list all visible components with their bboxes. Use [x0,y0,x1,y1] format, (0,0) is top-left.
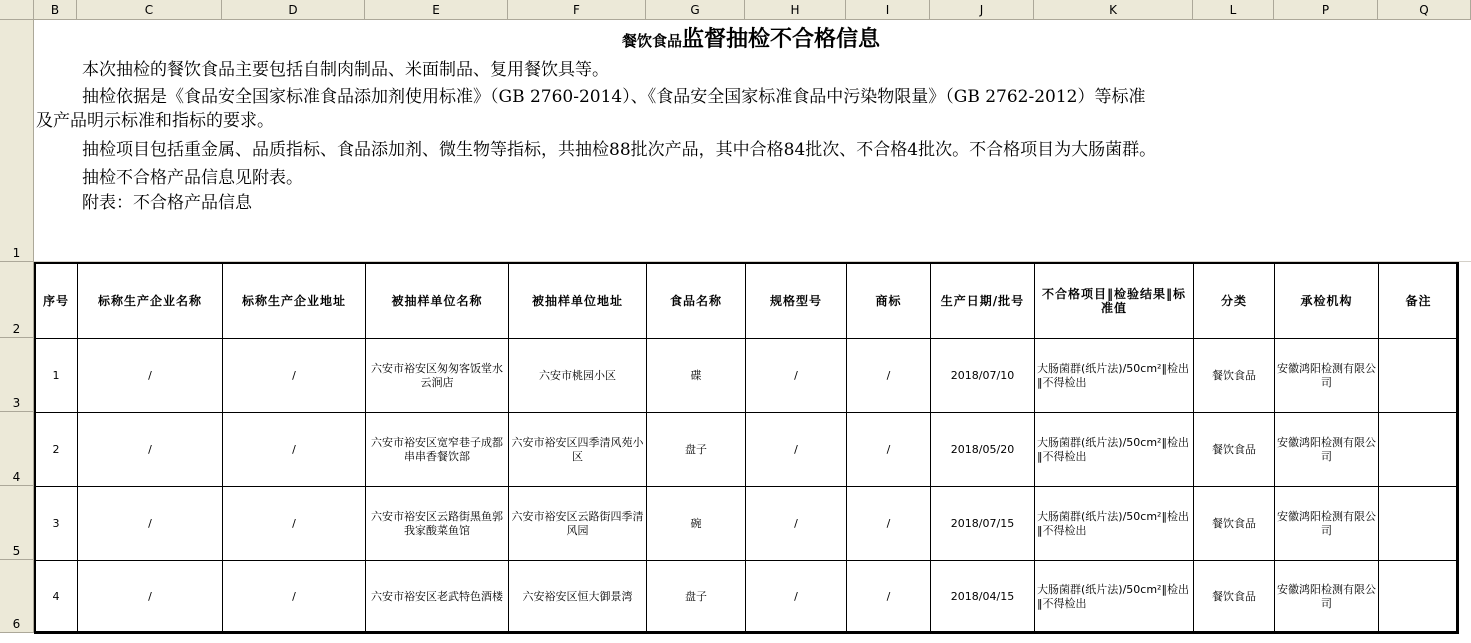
table-cell[interactable] [1379,413,1459,487]
table-cell[interactable]: 六安市裕安区四季清风苑小区 [509,413,647,487]
table-cell[interactable]: 餐饮食品 [1194,339,1275,413]
column-header[interactable]: F [508,0,646,20]
header-cell[interactable]: 序号 [35,263,78,339]
table-cell[interactable]: 六安市裕安区老武特色酒楼 [366,561,509,634]
title-main: 监督抽检不合格信息 [682,26,881,52]
table-cell[interactable]: 餐饮食品 [1194,561,1275,634]
table-cell[interactable]: 安徽鸿阳检测有限公司 [1275,487,1379,561]
select-all-corner[interactable] [0,0,34,20]
table-cell[interactable]: 餐饮食品 [1194,413,1275,487]
table-cell[interactable]: 大肠菌群(纸片法)/50cm²‖检出‖不得检出 [1035,487,1194,561]
table-cell[interactable]: 六安市裕安区匆匆客饭堂水云涧店 [366,339,509,413]
table-cell[interactable]: 2018/07/15 [931,487,1035,561]
table-cell[interactable]: 4 [35,561,78,634]
table-cell[interactable]: / [223,413,366,487]
intro-paragraph-2: 抽检依据是《食品安全国家标准食品添加剂使用标准》（GB 2760-2014）、《食品安全国家标准食品中污染物限量》（GB 2762-2012）等标准 [82,87,1146,107]
table-cell[interactable]: 3 [35,487,78,561]
table-cell[interactable]: / [746,561,847,634]
table-cell[interactable]: 餐饮食品 [1194,487,1275,561]
table-cell[interactable]: 六安市裕安区云路街四季清风园 [509,487,647,561]
row-header[interactable]: 2 [0,262,34,338]
table-cell[interactable]: / [223,561,366,634]
table-cell[interactable]: 2018/04/15 [931,561,1035,634]
table-cell[interactable]: / [847,339,931,413]
row-header[interactable]: 3 [0,338,34,412]
header-cell[interactable]: 不合格项目‖检验结果‖标准值 [1035,263,1194,339]
column-header[interactable]: E [365,0,508,20]
row-header[interactable]: 1 [0,20,34,262]
table-cell[interactable]: 盘子 [647,413,746,487]
title-prefix: 餐饮食品 [621,32,682,50]
table-cell[interactable]: 安徽鸿阳检测有限公司 [1275,561,1379,634]
header-cell[interactable]: 承检机构 [1275,263,1379,339]
column-header[interactable]: I [846,0,930,20]
table-cell[interactable] [1379,561,1459,634]
table-cell[interactable]: 安徽鸿阳检测有限公司 [1275,339,1379,413]
column-header[interactable]: J [930,0,1034,20]
table-row [35,413,1459,487]
table-header-row [35,263,1459,339]
table-cell[interactable]: / [847,561,931,634]
table-row [35,339,1459,413]
table-cell[interactable]: / [223,339,366,413]
row-header[interactable]: 4 [0,412,34,486]
header-cell[interactable]: 生产日期/批号 [931,263,1035,339]
header-cell[interactable]: 被抽样单位名称 [366,263,509,339]
header-cell[interactable]: 标称生产企业名称 [78,263,223,339]
column-header[interactable]: C [77,0,222,20]
header-cell[interactable]: 食品名称 [647,263,746,339]
row-header[interactable]: 6 [0,560,34,633]
table-cell[interactable]: / [78,339,223,413]
nonconforming-products-table [34,262,1459,634]
table-cell[interactable]: / [746,487,847,561]
column-header[interactable]: Q [1378,0,1471,20]
header-cell[interactable]: 分类 [1194,263,1275,339]
intro-paragraph-6: 附表：不合格产品信息 [82,193,252,213]
table-row [35,561,1459,634]
table-cell[interactable] [1379,339,1459,413]
row-header[interactable]: 5 [0,486,34,560]
intro-paragraph-3: 及产品明示标准和指标的要求。 [36,111,274,131]
header-cell[interactable]: 商标 [847,263,931,339]
table-cell[interactable]: 2018/07/10 [931,339,1035,413]
table-cell[interactable]: / [847,487,931,561]
table-cell[interactable]: / [223,487,366,561]
table-cell[interactable]: 1 [35,339,78,413]
table-cell[interactable]: / [746,339,847,413]
table-cell[interactable]: / [746,413,847,487]
column-header[interactable]: P [1274,0,1378,20]
column-header[interactable]: D [222,0,365,20]
header-cell[interactable]: 备注 [1379,263,1459,339]
column-header[interactable]: G [646,0,745,20]
intro-paragraph-4: 抽检项目包括重金属、品质指标、食品添加剂、微生物等指标，共抽检88批次产品，其中合格84批次、不合格4批次。不合格项目为大肠菌群。 [82,140,1157,160]
intro-paragraph-1: 本次抽检的餐饮食品主要包括自制肉制品、米面制品、复用餐饮具等。 [82,60,609,80]
table-cell[interactable]: 碗 [647,487,746,561]
table-cell[interactable]: 碟 [647,339,746,413]
table-cell[interactable]: / [78,413,223,487]
page-title [36,22,1466,53]
intro-paragraph-5: 抽检不合格产品信息见附表。 [82,168,303,188]
header-cell[interactable]: 规格型号 [746,263,847,339]
column-header[interactable]: L [1193,0,1274,20]
column-header[interactable]: K [1034,0,1193,20]
header-cell[interactable]: 被抽样单位地址 [509,263,647,339]
table-cell[interactable]: 六安市裕安区宽窄巷子成都串串香餐饮部 [366,413,509,487]
table-cell[interactable]: / [78,487,223,561]
table-cell[interactable]: 大肠菌群(纸片法)/50cm²‖检出‖不得检出 [1035,413,1194,487]
table-cell[interactable]: 安徽鸿阳检测有限公司 [1275,413,1379,487]
intro-cell[interactable] [36,20,1466,261]
table-cell[interactable]: 2018/05/20 [931,413,1035,487]
column-header[interactable]: H [745,0,846,20]
header-cell[interactable]: 标称生产企业地址 [223,263,366,339]
table-cell[interactable] [1379,487,1459,561]
table-cell[interactable]: 六安市裕安区云路街黑鱼郭我家酸菜鱼馆 [366,487,509,561]
table-cell[interactable]: 六安市桃园小区 [509,339,647,413]
table-cell[interactable]: 大肠菌群(纸片法)/50cm²‖检出‖不得检出 [1035,561,1194,634]
table-cell[interactable]: 六安裕安区恒大御景湾 [509,561,647,634]
column-header[interactable]: B [34,0,77,20]
table-cell[interactable]: / [847,413,931,487]
table-row [35,487,1459,561]
table-cell[interactable]: 盘子 [647,561,746,634]
table-cell[interactable]: / [78,561,223,634]
table-cell[interactable]: 2 [35,413,78,487]
table-cell[interactable]: 大肠菌群(纸片法)/50cm²‖检出‖不得检出 [1035,339,1194,413]
